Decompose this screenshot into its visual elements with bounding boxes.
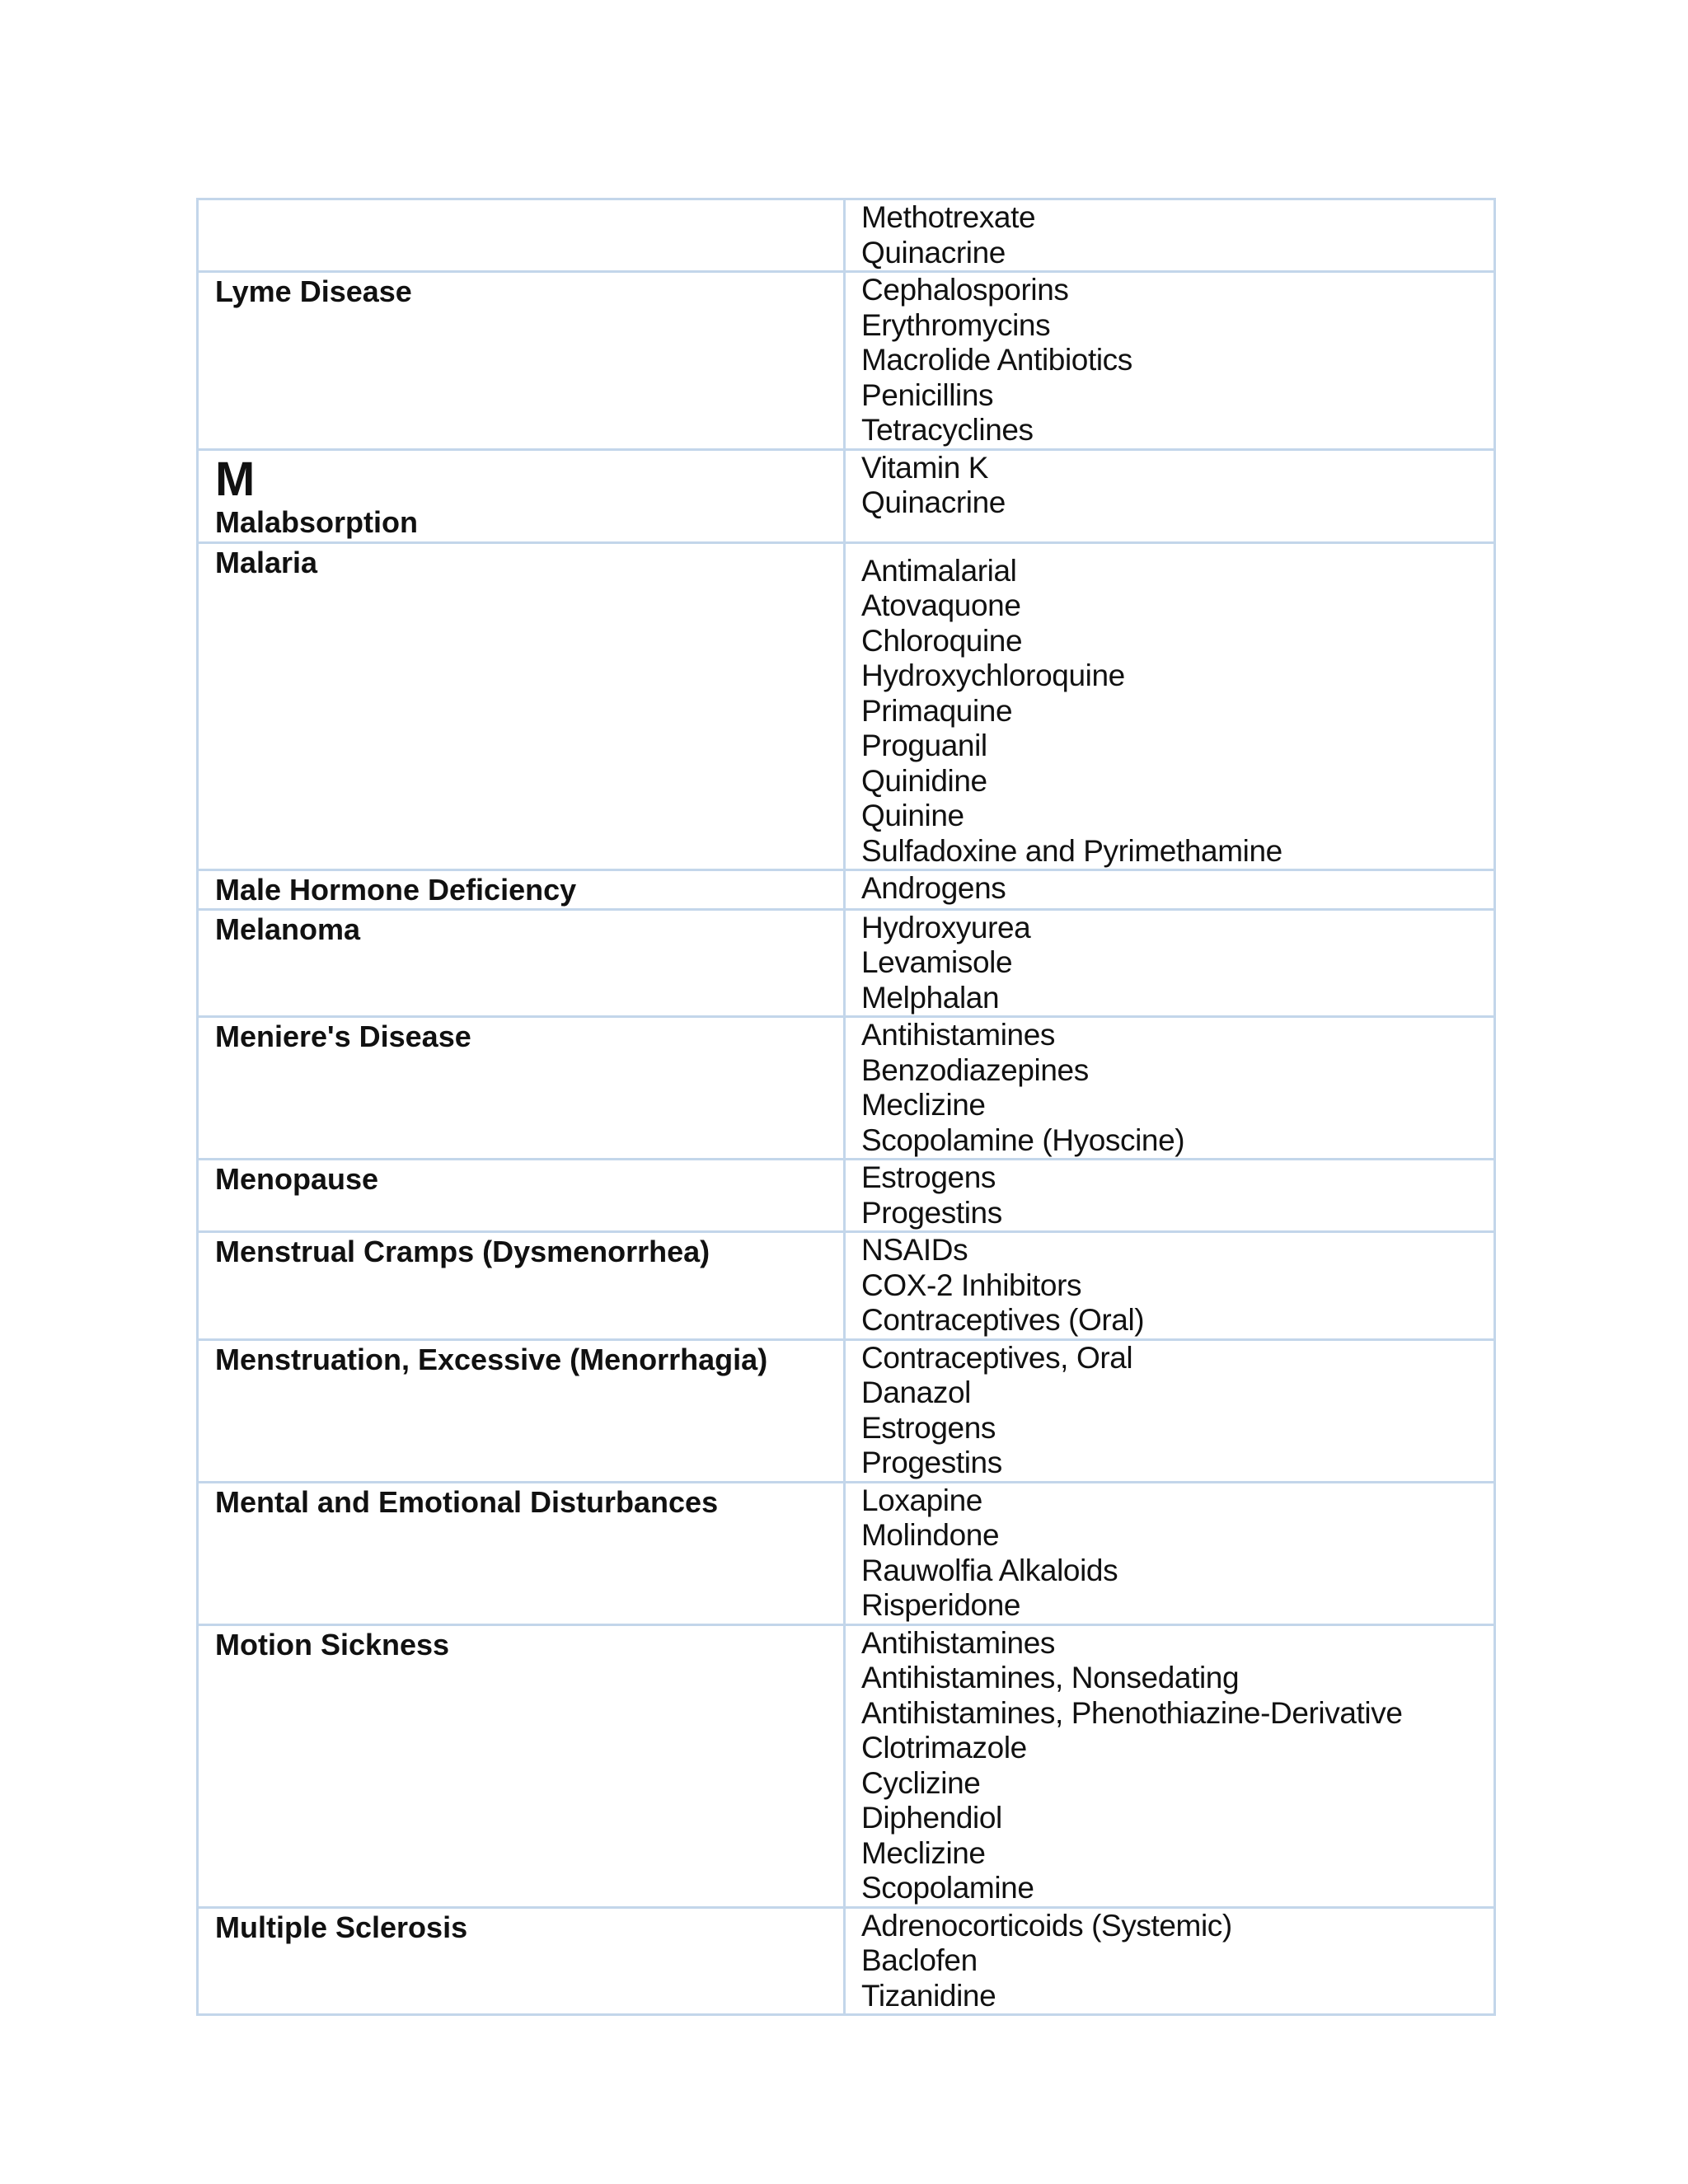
drug-item: Hydroxyurea bbox=[861, 910, 1031, 944]
drug-item: Meclizine bbox=[861, 1835, 986, 1870]
drug-item: Danazol bbox=[861, 1376, 971, 1409]
drug-item: Scopolamine (Hyoscine) bbox=[861, 1122, 1185, 1157]
table-row bbox=[198, 1232, 1495, 1340]
drug-item: Diphendiol bbox=[861, 1801, 1002, 1835]
table-row bbox=[198, 199, 1495, 272]
drug-item: Tizanidine bbox=[861, 1978, 996, 2013]
table-row bbox=[198, 1339, 1495, 1482]
table-row bbox=[198, 272, 1495, 450]
table-row bbox=[198, 1160, 1495, 1232]
drug-item: Antimalarial bbox=[861, 553, 1017, 588]
drugs-cell bbox=[845, 1339, 1495, 1482]
drug-item: Progestins bbox=[861, 1446, 1002, 1479]
drug-list bbox=[846, 1160, 1493, 1230]
condition-name: Lyme Disease bbox=[215, 274, 412, 308]
drug-item: Levamisole bbox=[861, 945, 1013, 979]
condition-name-block bbox=[199, 451, 843, 541]
drug-item: Proguanil bbox=[861, 729, 987, 762]
drug-item: Quinacrine bbox=[861, 485, 1006, 519]
drugs-cell bbox=[845, 1160, 1495, 1232]
drug-item: Benzodiazepines bbox=[861, 1052, 1089, 1087]
drug-item: Estrogens bbox=[861, 1410, 996, 1445]
drug-item: Methotrexate bbox=[861, 200, 1036, 234]
drugs-cell bbox=[845, 272, 1495, 450]
drug-item: Quinine bbox=[861, 799, 964, 832]
condition-name: Menstrual Cramps (Dysmenorrhea) bbox=[215, 1235, 710, 1268]
drug-item: Risperidone bbox=[861, 1588, 1021, 1622]
drug-item: Tetracyclines bbox=[861, 413, 1034, 447]
drug-item: Scopolamine bbox=[861, 1871, 1034, 1905]
drugs-cell bbox=[845, 870, 1495, 910]
condition-cell bbox=[198, 449, 845, 542]
condition-cell bbox=[198, 272, 845, 450]
drug-list bbox=[846, 273, 1493, 448]
drug-item: Sulfadoxine and Pyrimethamine bbox=[861, 833, 1282, 868]
drug-list bbox=[846, 1233, 1493, 1338]
drugs-cell bbox=[845, 1624, 1495, 1907]
drug-item: Penicillins bbox=[861, 377, 994, 412]
table-row bbox=[198, 1017, 1495, 1160]
condition-name: Meniere's Disease bbox=[215, 1019, 471, 1053]
drug-list bbox=[846, 911, 1493, 1016]
drug-list bbox=[846, 200, 1493, 270]
drug-list bbox=[846, 544, 1493, 869]
drugs-cell bbox=[845, 199, 1495, 272]
drug-item: Antihistamines, Nonsedating bbox=[861, 1661, 1240, 1694]
table-row bbox=[198, 1482, 1495, 1624]
drug-item: Baclofen bbox=[861, 1943, 978, 1977]
drug-item: Contraceptives (Oral) bbox=[861, 1303, 1145, 1337]
condition-cell bbox=[198, 1482, 845, 1624]
condition-cell bbox=[198, 909, 845, 1017]
condition-cell bbox=[198, 1339, 845, 1482]
drug-list bbox=[846, 1341, 1493, 1481]
drug-item: Progestins bbox=[861, 1195, 1002, 1230]
condition-cell bbox=[198, 1017, 845, 1160]
drugs-cell bbox=[845, 1232, 1495, 1340]
drug-item: COX-2 Inhibitors bbox=[861, 1268, 1082, 1302]
drug-item: Clotrimazole bbox=[861, 1731, 1027, 1765]
drugs-cell bbox=[845, 1907, 1495, 2015]
drugs-cell bbox=[845, 1482, 1495, 1624]
drug-item: Cyclizine bbox=[861, 1765, 981, 1800]
condition-name: Melanoma bbox=[215, 912, 361, 946]
table-row bbox=[198, 542, 1495, 870]
drug-item: Antihistamines bbox=[861, 1018, 1056, 1052]
drug-item: Estrogens bbox=[861, 1160, 996, 1194]
drug-item: Meclizine bbox=[861, 1088, 986, 1122]
drug-item: Chloroquine bbox=[861, 623, 1023, 658]
table-row bbox=[198, 1907, 1495, 2015]
table-row bbox=[198, 449, 1495, 542]
condition-name: Male Hormone Deficiency bbox=[215, 873, 577, 907]
drug-item: Contraceptives, Oral bbox=[861, 1340, 1133, 1375]
drug-item: Rauwolfia Alkaloids bbox=[861, 1553, 1118, 1587]
conditions-drugs-table bbox=[196, 198, 1496, 2016]
drug-item: Quinidine bbox=[861, 763, 987, 798]
condition-name: Mental and Emotional Disturbances bbox=[215, 1484, 719, 1519]
drug-item: Atovaquone bbox=[861, 588, 1021, 622]
table-row bbox=[198, 1624, 1495, 1907]
drug-item: Cephalosporins bbox=[861, 273, 1069, 307]
drugs-cell bbox=[845, 449, 1495, 542]
drug-item: Hydroxychloroquine bbox=[861, 658, 1125, 692]
drug-item: Antihistamines, Phenothiazine-Derivative bbox=[861, 1695, 1403, 1730]
condition-cell bbox=[198, 1160, 845, 1232]
drugs-cell bbox=[845, 909, 1495, 1017]
drug-list bbox=[846, 1018, 1493, 1158]
drug-item: Erythromycins bbox=[861, 307, 1051, 342]
drug-item: Adrenocorticoids (Systemic) bbox=[861, 1908, 1232, 1943]
condition-name: Malabsorption bbox=[215, 504, 419, 539]
table-row bbox=[198, 870, 1495, 910]
drug-item: Loxapine bbox=[861, 1483, 982, 1517]
drug-item: Antihistamines bbox=[861, 1625, 1056, 1660]
drug-list bbox=[846, 1909, 1493, 2014]
drug-item: Quinacrine bbox=[861, 235, 1006, 269]
drug-item: Primaquine bbox=[861, 693, 1013, 728]
drug-item: Vitamin K bbox=[861, 450, 989, 485]
drug-list bbox=[846, 1626, 1493, 1906]
drugs-cell bbox=[845, 1017, 1495, 1160]
condition-cell bbox=[198, 199, 845, 272]
condition-cell bbox=[198, 1624, 845, 1907]
drugs-cell bbox=[845, 542, 1495, 870]
condition-name: Motion Sickness bbox=[215, 1627, 450, 1661]
drug-item: Melphalan bbox=[861, 980, 1000, 1015]
drug-item: Molindone bbox=[861, 1518, 1000, 1552]
condition-cell bbox=[198, 870, 845, 910]
table-row bbox=[198, 909, 1495, 1017]
condition-name bbox=[199, 200, 843, 202]
drug-item: NSAIDs bbox=[861, 1233, 968, 1267]
drug-item: Macrolide Antibiotics bbox=[861, 343, 1132, 377]
condition-name: Malaria bbox=[215, 545, 318, 579]
condition-cell bbox=[198, 1232, 845, 1340]
condition-cell bbox=[198, 542, 845, 870]
condition-cell bbox=[198, 1907, 845, 2015]
section-letter: M bbox=[215, 452, 256, 506]
drug-item: Androgens bbox=[861, 871, 1006, 905]
drug-list bbox=[846, 451, 1493, 521]
condition-name: Menopause bbox=[215, 1162, 379, 1196]
condition-name: Menstruation, Excessive (Menorrhagia) bbox=[215, 1342, 768, 1376]
drug-list bbox=[846, 1483, 1493, 1624]
drug-list bbox=[846, 871, 1493, 907]
condition-name: Multiple Sclerosis bbox=[215, 1910, 468, 1944]
